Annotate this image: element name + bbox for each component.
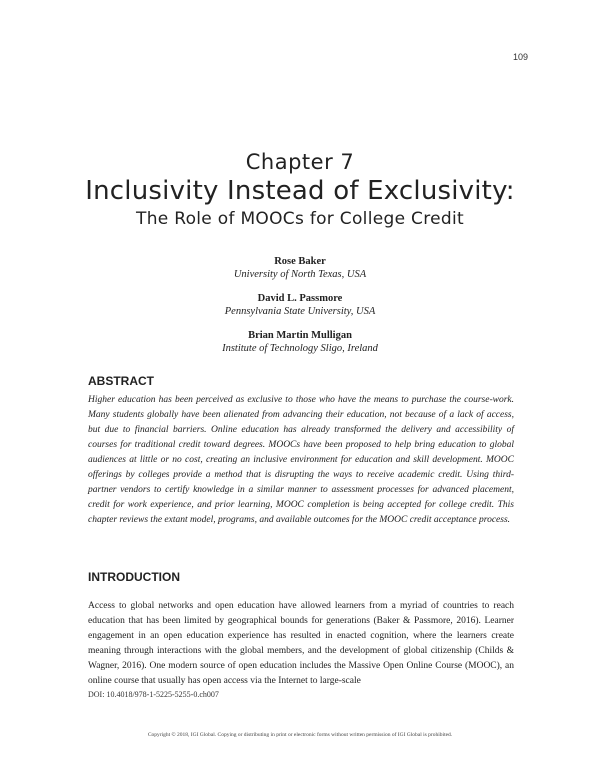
chapter-title: Inclusivity Instead of Exclusivity: <box>85 176 515 206</box>
author-block <box>0 255 600 281</box>
author-affiliation: Pennsylvania State University, USA <box>224 306 376 317</box>
abstract-heading: ABSTRACT <box>88 374 154 388</box>
introduction-heading: INTRODUCTION <box>88 570 180 584</box>
copyright-notice: Copyright © 2018, IGI Global. Copying or distributing in print or electronic forms without written permission of IGI Global is prohibited. <box>147 732 453 738</box>
introduction-text: Access to global networks and open education have allowed learners from a myriad of countries to reach education that has been limited by geographical bounds for generations (Baker & Passmore, 2016). Learner engagement in an open education experience has resulted in enacted cognition, where the learners create meaning through interactions with the global members, and the development of global citizenship (Childs & Wagner, 2016). One modern source of open education includes the Massive Open Online Course (MOOC), an online course that usually has open access via the Internet to large-scale <box>88 601 514 686</box>
author-name: Rose Baker <box>274 256 326 267</box>
author-name: David L. Passmore <box>257 293 343 304</box>
author-block <box>0 292 600 318</box>
chapter-subtitle: The Role of MOOCs for College Credit <box>136 209 464 229</box>
abstract-text: Higher education has been perceived as exclusive to those who have the means to purchase the course-work. Many students globally have been alienated from advancing their education, not because of a lack of access, but due to financial barriers. Online education has already transformed the delivery and accessibility of courses for traditional credit toward degrees. MOOCs have been proposed to help bring education to global audiences at little or no cost, creating an inclusive environment for education and skill development. MOOC offerings by colleges provide a method that is disrupting the ways to receive academic credit. Using third-partner vendors to certify knowledge in a similar manner to assessment processes for advanced placement, credit for work experience, and prior learning, MOOC completion is being accepted for college credit. This chapter reviews the extant model, programs, and available outcomes for the MOOC credit acceptance process. <box>88 395 514 525</box>
author-block <box>0 329 600 355</box>
doi-line: DOI: 10.4018/978-1-5225-5255-0.ch007 <box>88 690 219 699</box>
author-name: Brian Martin Mulligan <box>248 330 352 341</box>
author-affiliation: University of North Texas, USA <box>233 269 367 280</box>
author-list <box>0 255 600 366</box>
author-affiliation: Institute of Technology Sligo, Ireland <box>222 343 378 354</box>
chapter-label: Chapter 7 <box>245 150 355 174</box>
page-number: 109 <box>512 52 528 62</box>
